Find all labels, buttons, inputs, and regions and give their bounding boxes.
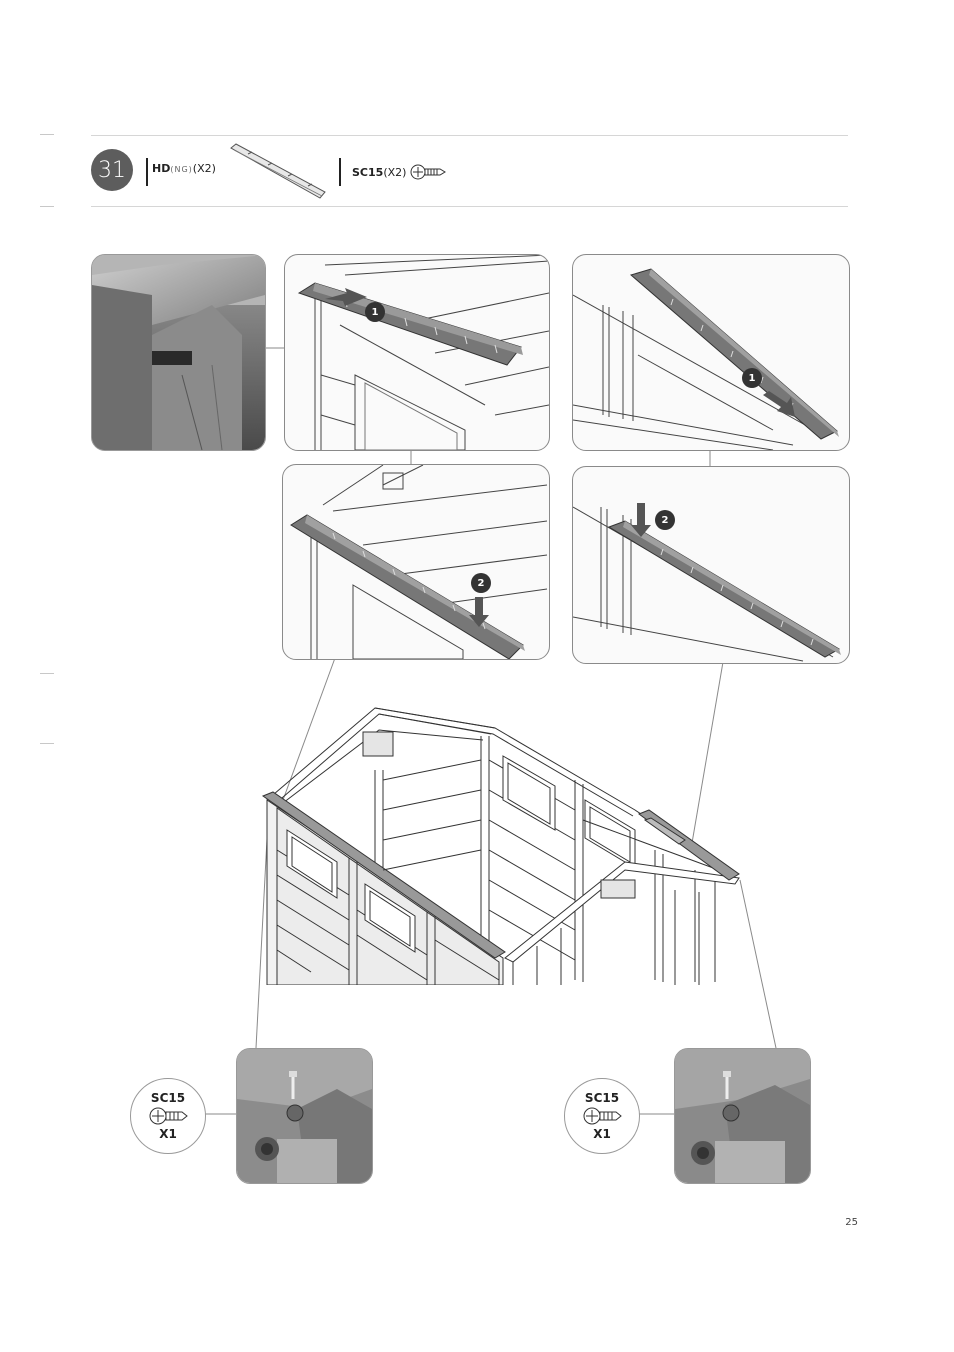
detail-photo-screw-left: [236, 1048, 373, 1184]
step-panel-slide-rail: [284, 254, 550, 451]
part-code: SC15: [352, 166, 384, 179]
step-number: 31: [91, 149, 133, 191]
part-qty: (X2): [383, 166, 407, 179]
callout-code: SC15: [150, 1091, 186, 1105]
screw-callout-left: [130, 1078, 206, 1154]
detail-photo-rail-end: [91, 254, 266, 451]
step-bullet: 2: [655, 510, 675, 530]
screw-callout-right: [564, 1078, 640, 1154]
page-number: 25: [845, 1217, 858, 1228]
step-panel-press-rail: [282, 464, 550, 660]
screw-icon: [582, 1105, 622, 1127]
callout-code: SC15: [584, 1091, 620, 1105]
detail-photo-screw-right: [674, 1048, 811, 1184]
step-panel-slide-rail-side: [572, 254, 850, 451]
callout-qty: X1: [593, 1127, 611, 1141]
callout-qty: X1: [159, 1127, 177, 1141]
step-bullet: 2: [471, 573, 491, 593]
part-qty: (X2): [192, 162, 216, 175]
part-code: HD: [152, 162, 171, 175]
part-variant: (NG): [170, 165, 193, 174]
step-bullet: 1: [742, 368, 762, 388]
screw-icon: [148, 1105, 188, 1127]
shed-assembly-drawing: [255, 700, 755, 985]
step-panel-press-rail-side: [572, 466, 850, 664]
step-bullet: 1: [365, 302, 385, 322]
